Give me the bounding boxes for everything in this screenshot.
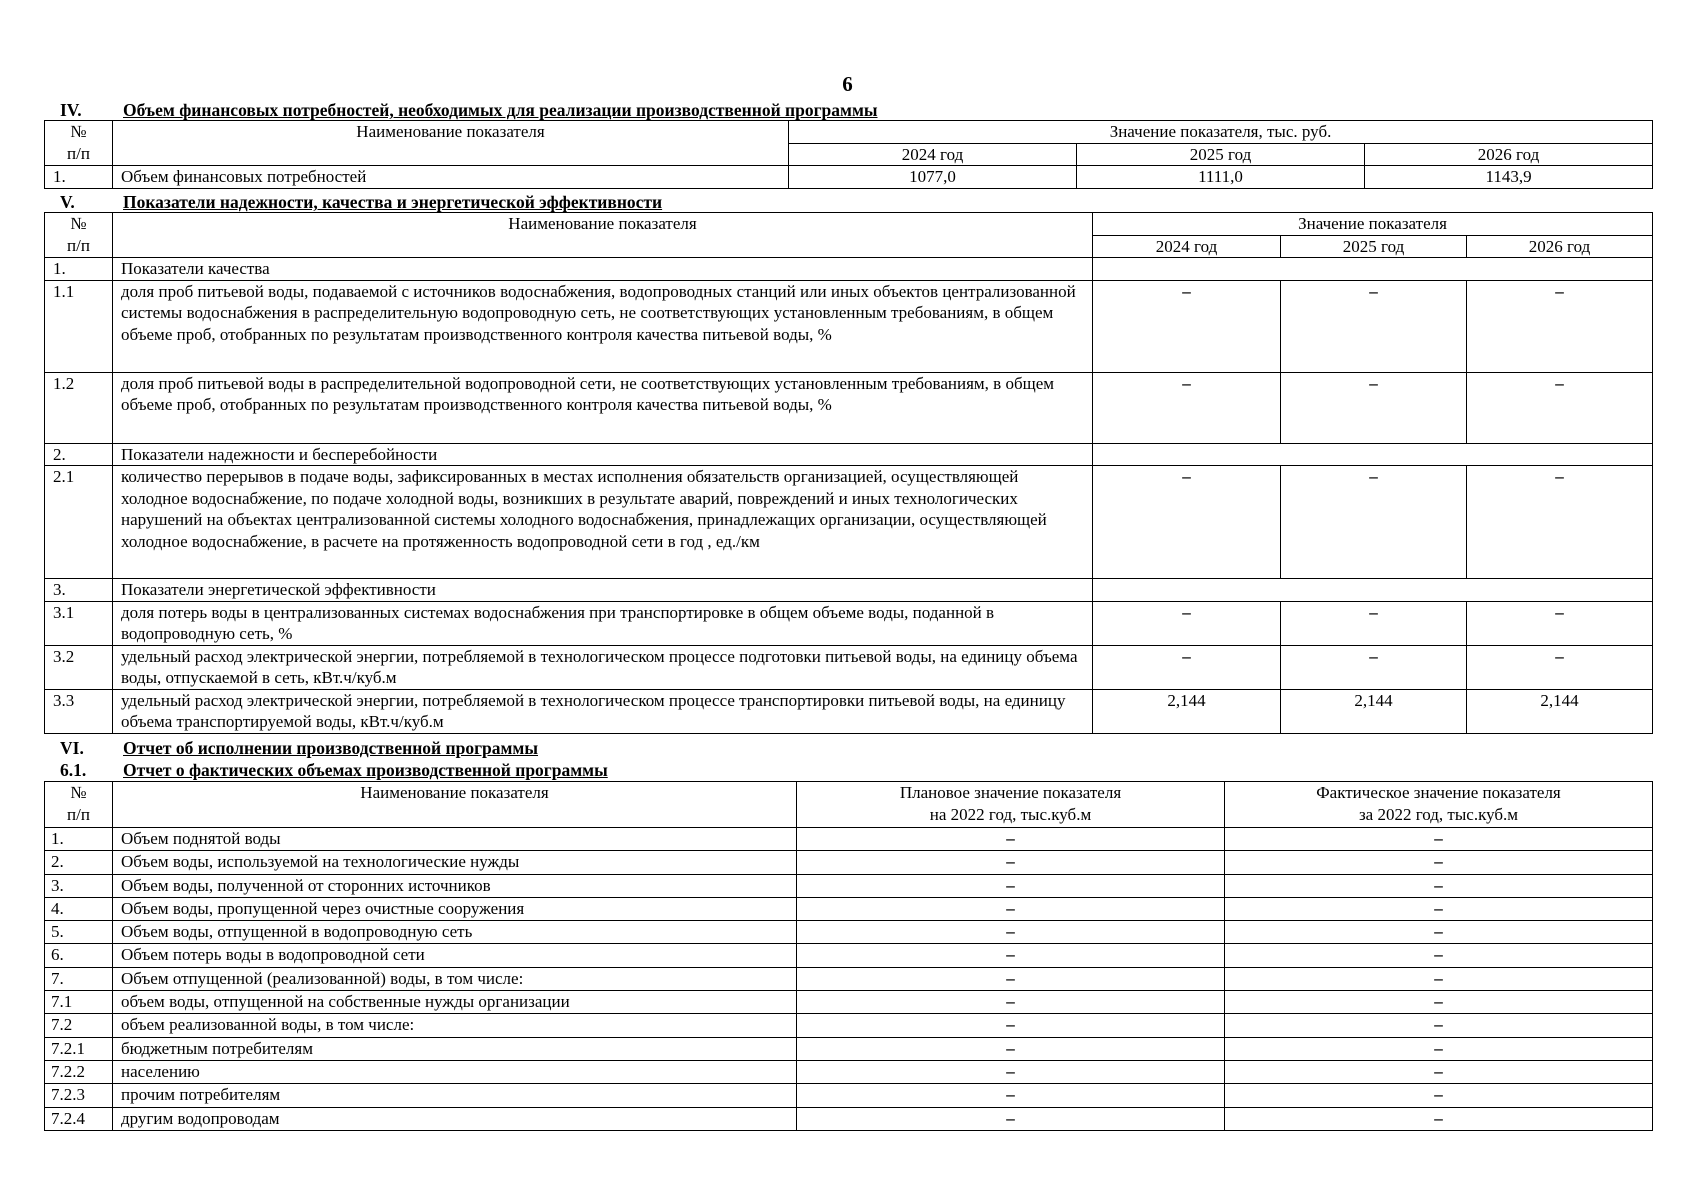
row-fact-value: – <box>1225 874 1653 897</box>
header-value: Значение показателя <box>1093 213 1653 236</box>
row-fact-value: – <box>1225 1037 1653 1060</box>
row-value: – <box>1467 645 1653 689</box>
table-row <box>45 166 1653 189</box>
row-number: 7.2.4 <box>45 1107 113 1130</box>
production-volumes-table <box>44 781 1653 1131</box>
row-name: Показатели энергетической эффективности <box>113 579 1093 602</box>
row-value: 1111,0 <box>1077 166 1365 189</box>
row-fact-value: – <box>1225 851 1653 874</box>
row-name: Объем воды, полученной от сторонних источников <box>113 874 797 897</box>
row-name: объем воды, отпущенной на собственные нужды организации <box>113 991 797 1014</box>
header-year: 2026 год <box>1365 143 1653 166</box>
row-number: 7.1 <box>45 991 113 1014</box>
row-value: – <box>1093 601 1281 645</box>
table-row <box>45 1060 1653 1083</box>
header-year: 2024 год <box>1093 235 1281 258</box>
row-value: – <box>1467 372 1653 443</box>
row-number: 1. <box>45 258 113 281</box>
row-name: Объем потерь воды в водопроводной сети <box>113 944 797 967</box>
table-row <box>45 1014 1653 1037</box>
row-number: 1.1 <box>45 280 113 372</box>
row-fact-value: – <box>1225 921 1653 944</box>
table-row <box>45 1084 1653 1107</box>
header-name: Наименование показателя <box>113 121 789 166</box>
row-name: удельный расход электрической энергии, потребляемой в технологическом процессе транспортировки питьевой воды, на единицу объема транспортируемой воды, кВт.ч/куб.м <box>113 689 1093 733</box>
table-row <box>45 466 1653 579</box>
row-plan-value: – <box>797 828 1225 851</box>
row-value: – <box>1467 466 1653 579</box>
row-plan-value: – <box>797 1084 1225 1107</box>
row-plan-value: – <box>797 874 1225 897</box>
row-name: Показатели качества <box>113 258 1093 281</box>
row-plan-value: – <box>797 1060 1225 1083</box>
header-no: № п/п <box>45 121 113 166</box>
row-plan-value: – <box>797 1107 1225 1130</box>
row-fact-value: – <box>1225 897 1653 920</box>
row-fact-value: – <box>1225 828 1653 851</box>
row-number: 2. <box>45 851 113 874</box>
row-name: доля проб питьевой воды, подаваемой с источников водоснабжения, водопроводных станций или иных объектов централизованной системы водоснабжения в распределительную водопроводную сеть, не соответствующих установленным требованиям, в общем объеме проб, отобранных по результатам производственного контроля качества питьевой воды, % <box>113 280 1093 372</box>
row-number: 7.2 <box>45 1014 113 1037</box>
row-name: Объем воды, используемой на технологические нужды <box>113 851 797 874</box>
row-value: – <box>1093 645 1281 689</box>
row-value: 2,144 <box>1467 689 1653 733</box>
table-row <box>45 1107 1653 1130</box>
row-name: Объем финансовых потребностей <box>113 166 789 189</box>
table-row <box>45 601 1653 645</box>
table-row <box>45 1037 1653 1060</box>
row-number: 2. <box>45 443 113 466</box>
header-plan: Плановое значение показателя на 2022 год, тыс.куб.м <box>797 782 1225 828</box>
row-fact-value: – <box>1225 1084 1653 1107</box>
section-6-1-heading <box>60 759 608 781</box>
table-row <box>45 280 1653 372</box>
header-year: 2025 год <box>1281 235 1467 258</box>
row-plan-value: – <box>797 897 1225 920</box>
row-plan-value: – <box>797 1037 1225 1060</box>
row-number: 3.2 <box>45 645 113 689</box>
section-4-title: Объем финансовых потребностей, необходимых для реализации производственной программы <box>123 100 878 120</box>
section-4-heading <box>60 99 878 121</box>
row-plan-value: – <box>797 1014 1225 1037</box>
section-4-number: IV. <box>60 100 82 120</box>
row-name: Объем отпущенной (реализованной) воды, в том числе: <box>113 967 797 990</box>
row-fact-value: – <box>1225 967 1653 990</box>
row-name: бюджетным потребителям <box>113 1037 797 1060</box>
row-name: населению <box>113 1060 797 1083</box>
row-number: 5. <box>45 921 113 944</box>
row-name: Показатели надежности и бесперебойности <box>113 443 1093 466</box>
row-value: – <box>1093 372 1281 443</box>
row-value: – <box>1093 280 1281 372</box>
row-number: 1. <box>45 166 113 189</box>
table-row <box>45 921 1653 944</box>
header-fact: Фактическое значение показателя за 2022 год, тыс.куб.м <box>1225 782 1653 828</box>
row-number: 1. <box>45 828 113 851</box>
row-value: – <box>1467 601 1653 645</box>
row-plan-value: – <box>797 944 1225 967</box>
header-value: Значение показателя, тыс. руб. <box>789 121 1653 144</box>
row-number: 3.1 <box>45 601 113 645</box>
table-row <box>45 967 1653 990</box>
table-row <box>45 645 1653 689</box>
header-year: 2026 год <box>1467 235 1653 258</box>
table-row <box>45 372 1653 443</box>
reliability-indicators-table <box>44 212 1653 734</box>
table-row <box>45 443 1653 466</box>
section-6-number: VI. <box>60 738 84 758</box>
section-5-heading <box>60 191 662 213</box>
table-row <box>45 874 1653 897</box>
row-value: – <box>1281 645 1467 689</box>
row-number: 7.2.1 <box>45 1037 113 1060</box>
row-plan-value: – <box>797 851 1225 874</box>
row-number: 7.2.3 <box>45 1084 113 1107</box>
header-name: Наименование показателя <box>113 213 1093 258</box>
row-plan-value: – <box>797 991 1225 1014</box>
row-value: 1143,9 <box>1365 166 1653 189</box>
row-name: Объем поднятой воды <box>113 828 797 851</box>
row-fact-value: – <box>1225 1014 1653 1037</box>
row-name: доля потерь воды в централизованных системах водоснабжения при транспортировке в общем объеме воды, поданной в водопроводную сеть, % <box>113 601 1093 645</box>
row-number: 3.3 <box>45 689 113 733</box>
page-number: 6 <box>842 72 853 96</box>
header-name: Наименование показателя <box>113 782 797 828</box>
header-year: 2025 год <box>1077 143 1365 166</box>
row-fact-value: – <box>1225 991 1653 1014</box>
row-value: – <box>1281 280 1467 372</box>
section-6-title: Отчет об исполнении производственной программы <box>123 738 539 758</box>
financial-needs-table <box>44 120 1653 189</box>
row-number: 2.1 <box>45 466 113 579</box>
section-5-title: Показатели надежности, качества и энергетической эффективности <box>123 192 663 212</box>
row-number: 3. <box>45 579 113 602</box>
row-value: – <box>1281 466 1467 579</box>
row-value <box>1093 579 1653 602</box>
section-6-heading <box>60 737 538 759</box>
row-name: объем реализованной воды, в том числе: <box>113 1014 797 1037</box>
row-name: другим водопроводам <box>113 1107 797 1130</box>
table-row <box>45 579 1653 602</box>
row-value: – <box>1467 280 1653 372</box>
row-name: доля проб питьевой воды в распределительной водопроводной сети, не соответствующих установленным требованиям, в общем объеме проб, отобранных по результатам производственного контроля качества питьевой воды, % <box>113 372 1093 443</box>
table-row <box>45 944 1653 967</box>
row-value: 2,144 <box>1093 689 1281 733</box>
row-name: Объем воды, отпущенной в водопроводную сеть <box>113 921 797 944</box>
table-row <box>45 258 1653 281</box>
row-value: – <box>1281 601 1467 645</box>
row-fact-value: – <box>1225 1060 1653 1083</box>
row-plan-value: – <box>797 967 1225 990</box>
row-number: 7. <box>45 967 113 990</box>
row-value <box>1093 258 1653 281</box>
table-row <box>45 897 1653 920</box>
row-name: удельный расход электрической энергии, потребляемой в технологическом процессе подготовки питьевой воды, на единицу объема воды, отпускаемой в сеть, кВт.ч/куб.м <box>113 645 1093 689</box>
row-number: 4. <box>45 897 113 920</box>
row-value: – <box>1281 372 1467 443</box>
row-plan-value: – <box>797 921 1225 944</box>
row-value: 1077,0 <box>789 166 1077 189</box>
row-fact-value: – <box>1225 1107 1653 1130</box>
row-value <box>1093 443 1653 466</box>
section-6-1-title: Отчет о фактических объемах производственной программы <box>123 760 608 780</box>
table-row <box>45 689 1653 733</box>
row-value: 2,144 <box>1281 689 1467 733</box>
row-name: Объем воды, пропущенной через очистные сооружения <box>113 897 797 920</box>
section-5-number: V. <box>60 192 75 212</box>
row-number: 3. <box>45 874 113 897</box>
header-no: № п/п <box>45 782 113 828</box>
row-name: прочим потребителям <box>113 1084 797 1107</box>
row-value: – <box>1093 466 1281 579</box>
header-no: № п/п <box>45 213 113 258</box>
section-6-1-number: 6.1. <box>60 760 87 780</box>
row-number: 6. <box>45 944 113 967</box>
table-row <box>45 828 1653 851</box>
table-row <box>45 851 1653 874</box>
table-row <box>45 991 1653 1014</box>
row-number: 7.2.2 <box>45 1060 113 1083</box>
row-fact-value: – <box>1225 944 1653 967</box>
row-number: 1.2 <box>45 372 113 443</box>
row-name: количество перерывов в подаче воды, зафиксированных в местах исполнения обязательств организацией, осуществляющей холодное водоснабжение, по подаче холодной воды, возникших в результате аварий, повреждений и иных технологических нарушений на объектах централизованной системы холодного водоснабжения, принадлежащих организации, осуществляющей холодное водоснабжение, в расчете на протяженность водопроводной сети в год , ед./км <box>113 466 1093 579</box>
header-year: 2024 год <box>789 143 1077 166</box>
